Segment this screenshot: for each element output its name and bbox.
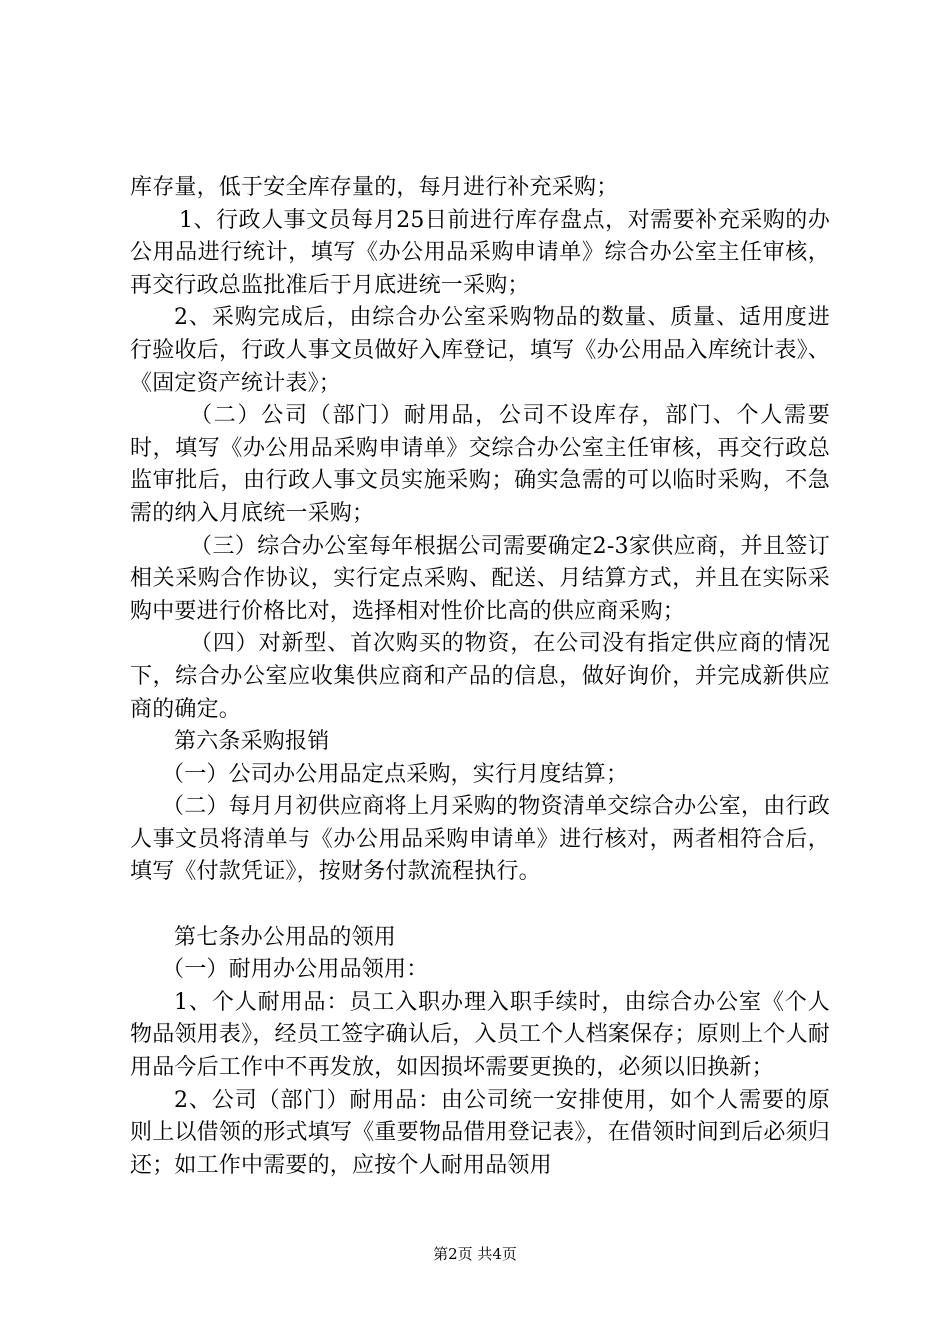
paragraph-article-6-1: （一）公司办公用品定点采购，实行月度结算； (162, 761, 629, 787)
paragraph-inventory-continuation: 库存量，低于安全库存量的，每月进行补充采购； (130, 175, 619, 200)
page-footer: 第2页 共4页 (433, 1245, 517, 1263)
paragraph-article-7-item-1: 1、个人耐用品：员工入职办理入职手续时，由综合办公室《个人物品领用表》，经员工签字确认后，入员工个人档案保存；原则上个人耐用品今后工作中不再发放，如因损坏需要更换的，必须以旧换新； (130, 989, 830, 1081)
paragraph-article-6-2: （二）每月月初供应商将上月采购的物资清单交综合办公室，由行政人事文员将清单与《办公用品采购申请单》进行核对，两者相符合后，填写《付款凭证》，按财务付款流程执行。 (130, 794, 830, 885)
blank-line (130, 889, 830, 922)
paragraph-section-3: （三）综合办公室每年根据公司需要确定2-3家供应商，并且签订相关采购合作协议，实行定点采购、配送、月结算方式，并且在实际采购中要进行价格比对，选择相对性价比高的供应商采购； (130, 533, 830, 624)
paragraph-item-2: 2、采购完成后，由综合办公室采购物品的数量、质量、适用度进行验收后，行政人事文员做好入库登记，填写《办公用品入库统计表》、《固定资产统计表》； (130, 305, 830, 396)
document-body (130, 172, 830, 1182)
paragraph-section-4: （四）对新型、首次购买的物资，在公司没有指定供应商的情况下，综合办公室应收集供应商和产品的信息，做好询价，并完成新供应商的确定。 (130, 631, 830, 722)
paragraph-article-7-1: （一）耐用办公用品领用： (162, 957, 429, 983)
paragraph-section-2: （二）公司（部门）耐用品，公司不设库存，部门、个人需要时，填写《办公用品采购申请单》交综合办公室主任审核，再交行政总监审批后，由行政人事文员实施采购；确实急需的可以临时采购，不急需的纳入月底统一采购； (130, 403, 830, 526)
heading-article-6: 第六条采购报销 (174, 729, 330, 755)
paragraph-item-1: 1、行政人事文员每月25日前进行库存盘点，对需要补充采购的办公用品进行统计，填写《办公用品采购申请单》综合办公室主任审核，再交行政总监批准后于月底进统一采购； (130, 207, 830, 298)
heading-article-7: 第七条办公用品的领用 (174, 924, 397, 950)
paragraph-article-7-item-2: 2、公司（部门）耐用品：由公司统一安排使用，如个人需要的原则上以借领的形式填写《重要物品借用登记表》，在借领时间到后必须归还；如工作中需要的，应按个人耐用品领用 (130, 1087, 830, 1178)
